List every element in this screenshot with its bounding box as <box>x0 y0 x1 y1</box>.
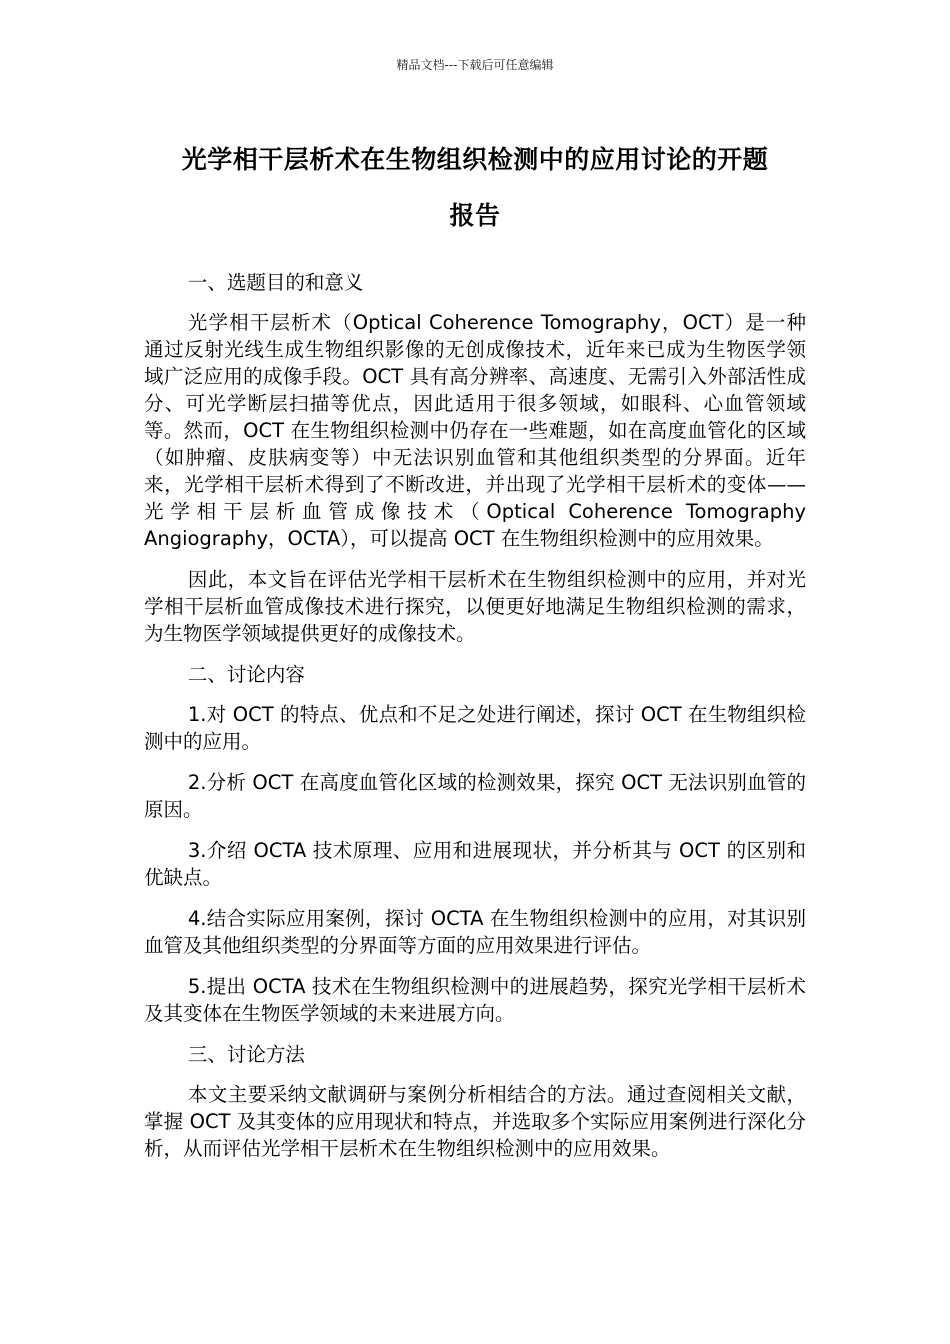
section-1-paragraph-1: 光学相干层析术（Optical Coherence Tomography，OCT）是一种通过反射光线生成生物组织影像的无创成像技术，近年来已成为生物医学领域广泛应用的成像手段。OCT 具有高分辨率、高速度、无需引入外部活性成分、可光学断层扫描等优点，因此适用于很多领域，如眼科、心血管领域等。然而，OCT 在生物组织检测中仍存在一些难题，如在高度血管化的区域（如肿瘤、皮肤病变等）中无法识别血管和其他组织类型的分界面。近年来，光学相干层析术得到了不断改进，并出现了光学相干层析术的变体——光学相干层析血管成像技术（Optical Coherence Tomography Angiography，OCTA），可以提高 OCT 在生物组织检测中的应用效果。 <box>144 311 806 550</box>
section-3-paragraph-1: 本文主要采纳文献调研与案例分析相结合的方法。通过查阅相关文献，掌握 OCT 及其变体的应用现状和特点，并选取多个实际应用案例进行深化分析，从而评估光学相干层析术在生物组织检测中的应用效果。 <box>144 1083 806 1160</box>
section-2-item-4: 4.结合实际应用案例，探讨 OCTA 在生物组织检测中的应用，对其识别血管及其他组织类型的分界面等方面的应用效果进行评估。 <box>144 907 806 957</box>
section-1-paragraph-2: 因此，本文旨在评估光学相干层析术在生物组织检测中的应用，并对光学相干层析血管成像技术进行探究，以便更好地满足生物组织检测的需求，为生物医学领域提供更好的成像技术。 <box>144 568 806 645</box>
section-2-item-2: 2.分析 OCT 在高度血管化区域的检测效果，探究 OCT 无法识别血管的原因。 <box>144 771 806 821</box>
page-header: 精品文档---下载后可任意编辑 <box>396 58 554 72</box>
section-1-heading: 一、选题目的和意义 <box>187 271 364 294</box>
section-2-heading: 二、讨论内容 <box>187 663 305 686</box>
section-2-item-5: 5.提出 OCTA 技术在生物组织检测中的进展趋势，探究光学相干层析术及其变体在生物医学领域的未来进展方向。 <box>144 975 806 1025</box>
title-line-1: 光学相干层析术在生物组织检测中的应用讨论的开题 <box>181 145 769 174</box>
section-2-item-1: 1.对 OCT 的特点、优点和不足之处进行阐述，探讨 OCT 在生物组织检测中的应用。 <box>144 703 806 753</box>
document-body <box>144 269 806 1176</box>
section-3-heading: 三、讨论方法 <box>187 1043 305 1066</box>
section-2-item-3: 3.介绍 OCTA 技术原理、应用和进展现状，并分析其与 OCT 的区别和优缺点。 <box>144 839 806 889</box>
title-line-2: 报告 <box>449 201 501 230</box>
document-title <box>140 132 810 244</box>
